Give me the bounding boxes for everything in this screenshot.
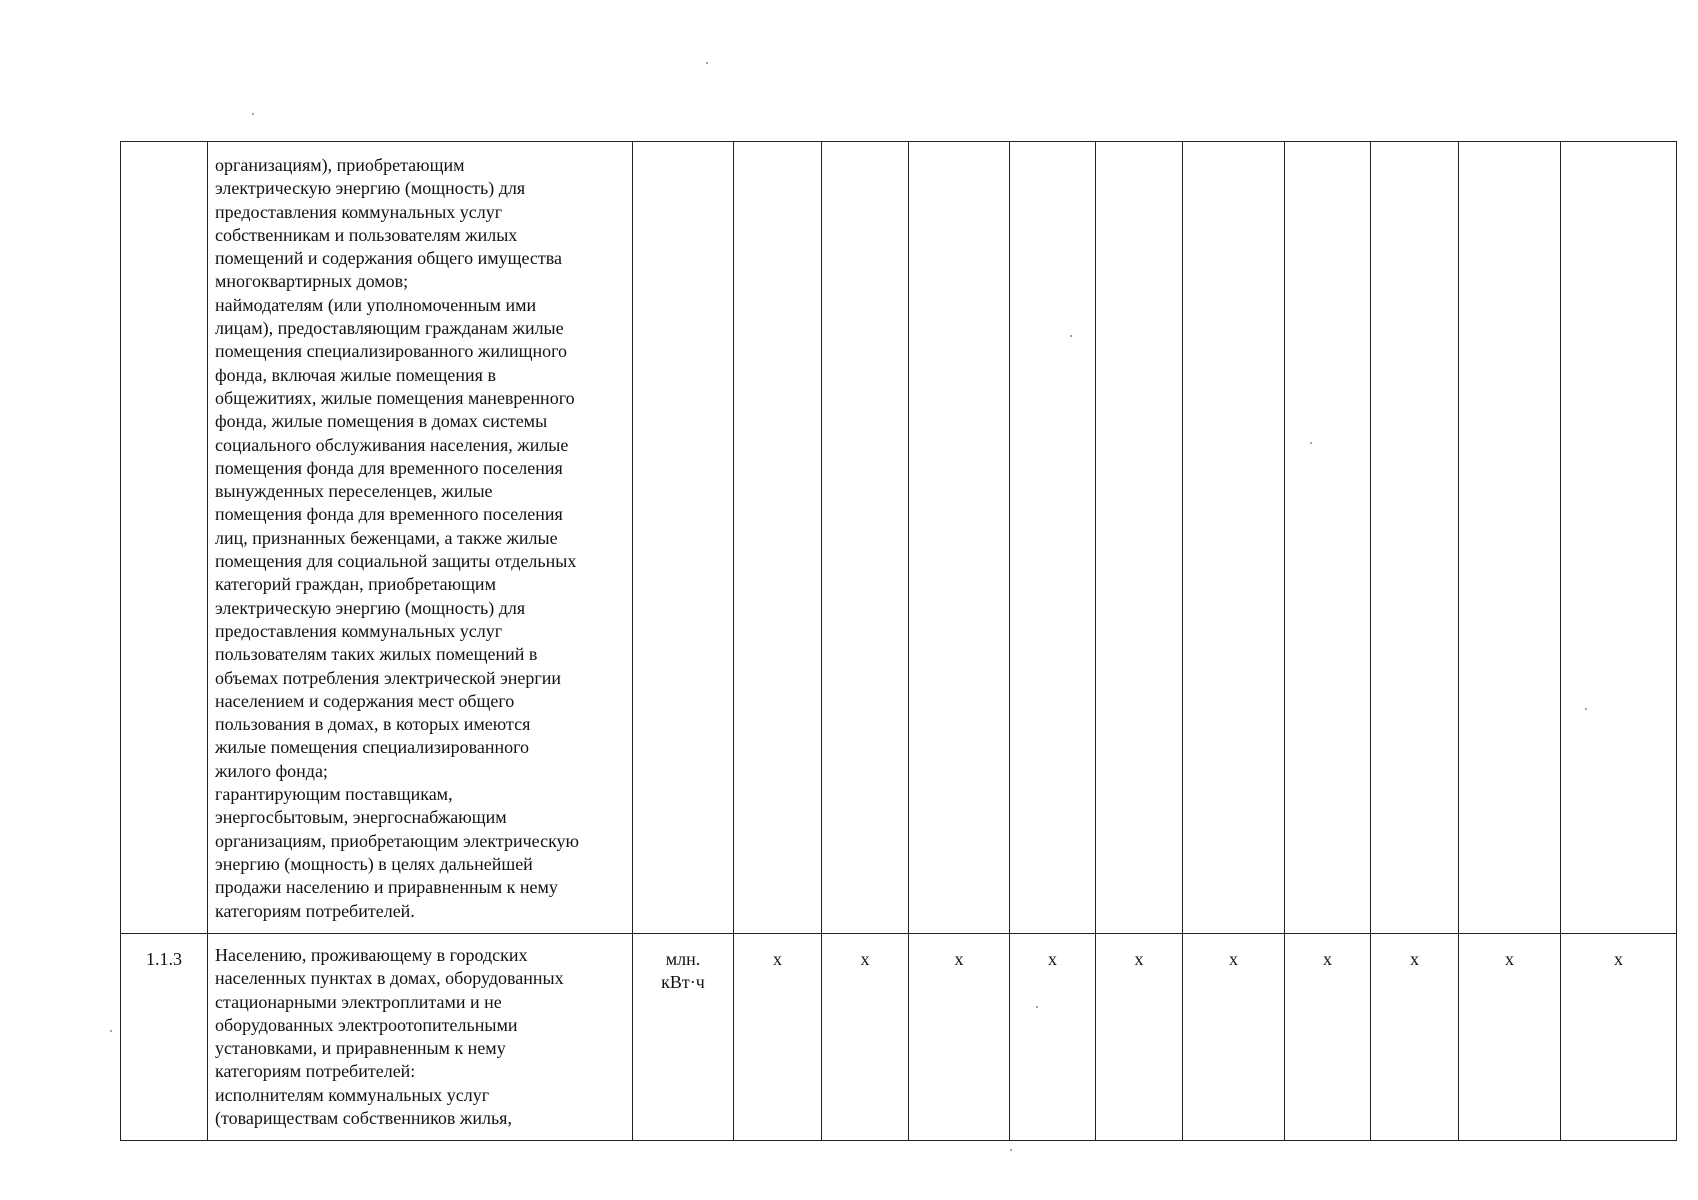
scan-speck <box>110 1030 112 1032</box>
row-value <box>1459 142 1561 934</box>
scan-speck <box>1070 335 1072 337</box>
tariff-table <box>120 141 1677 1141</box>
scan-speck <box>1310 442 1312 444</box>
row-value <box>734 142 822 934</box>
row-value <box>1285 142 1371 934</box>
row-unit: млн. кВт·ч <box>633 934 734 1141</box>
row-value <box>1183 142 1285 934</box>
row-value: x <box>822 934 909 1141</box>
scan-speck <box>706 62 708 64</box>
row-number <box>121 142 208 934</box>
row-value <box>909 142 1010 934</box>
row-value: x <box>1561 934 1677 1141</box>
row-value <box>1096 142 1183 934</box>
row-value: x <box>909 934 1010 1141</box>
scan-speck <box>1010 1149 1012 1151</box>
row-value: x <box>1285 934 1371 1141</box>
row-value <box>1561 142 1677 934</box>
row-value: x <box>1183 934 1285 1141</box>
scan-speck <box>1585 708 1587 710</box>
row-value: x <box>1371 934 1459 1141</box>
row-value <box>822 142 909 934</box>
row-number: 1.1.3 <box>121 934 208 1141</box>
scan-speck <box>1036 1006 1038 1008</box>
table-row <box>121 142 1677 934</box>
row-description: Населению, проживающему в городских населенных пунктах в домах, оборудованных стационарными электроплитами и не оборудованных электроотопительными установками, и приравненным к нему категориям потребителей: исполнителям коммунальных услуг (товариществам собственников жилья, <box>208 934 633 1141</box>
row-value: x <box>1010 934 1096 1141</box>
scan-speck <box>252 113 254 115</box>
table-row <box>121 934 1677 1141</box>
row-description: организациям), приобретающим электрическую энергию (мощность) для предоставления коммунальных услуг собственникам и пользователям жилых помещений и содержания общего имущества многоквартирных домов; наймодателям (или уполномоченным ими лицам), предоставляющим гражданам жилые помещения специализированного жилищного фонда, включая жилые помещения в общежитиях, жилые помещения маневренного фонда, жилые помещения в домах системы социального обслуживания населения, жилые помещения фонда для временного поселения вынужденных переселенцев, жилые помещения фонда для временного поселения лиц, признанных беженцами, а также жилые помещения для социальной защиты отдельных категорий граждан, приобретающим электрическую энергию (мощность) для предоставления коммунальных услуг пользователям таких жилых помещений в объемах потребления электрической энергии населением и содержания мест общего пользования в домах, в которых имеются жилые помещения специализированного жилого фонда; гарантирующим поставщикам, энергосбытовым, энергоснабжающим организациям, приобретающим электрическую энергию (мощность) в целях дальнейшей продажи населению и приравненным к нему категориям потребителей. <box>208 142 633 934</box>
row-value <box>1371 142 1459 934</box>
row-value: x <box>734 934 822 1141</box>
row-value: x <box>1459 934 1561 1141</box>
row-value <box>1010 142 1096 934</box>
row-unit <box>633 142 734 934</box>
row-value: x <box>1096 934 1183 1141</box>
